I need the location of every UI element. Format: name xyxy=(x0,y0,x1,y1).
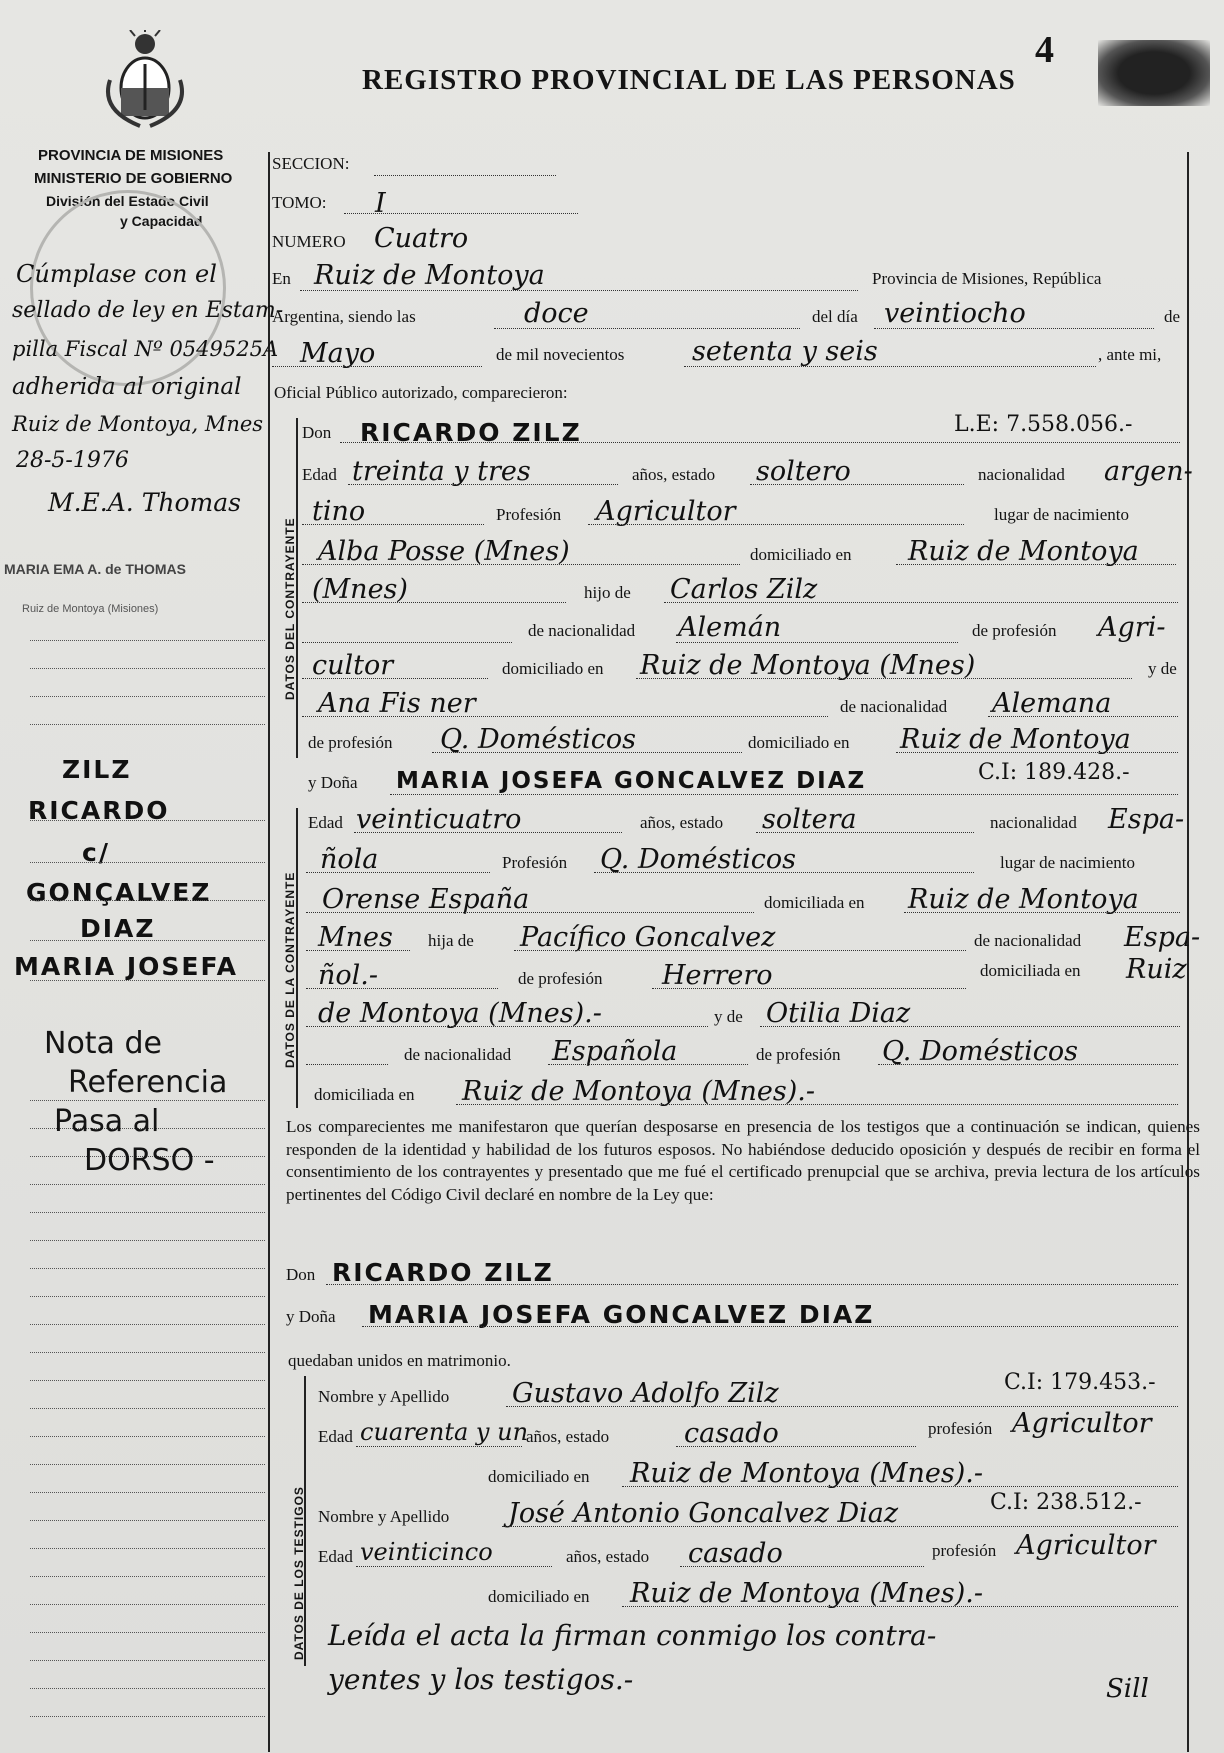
value-mes: Mayo xyxy=(300,338,376,369)
field-line xyxy=(652,988,966,989)
margin-note-line-5: Ruiz de Montoya, Mnes xyxy=(12,412,264,436)
field-line xyxy=(874,328,1154,329)
field-line xyxy=(306,912,754,913)
margin-rule xyxy=(30,1632,265,1633)
label-en: En xyxy=(272,269,291,288)
label-hija-de: hija de xyxy=(428,931,474,950)
label-nombre-apellido-2: Nombre y Apellido xyxy=(318,1507,450,1526)
margin-index-surname: ZILZ xyxy=(62,755,132,784)
margin-index-surname-3: DIAZ xyxy=(80,914,156,943)
bride-profession: Q. Domésticos xyxy=(600,844,797,875)
label-de-profesion-2: de profesión xyxy=(308,733,393,752)
groom-address-1: Ruiz de Montoya xyxy=(908,536,1139,567)
field-line xyxy=(896,752,1178,753)
margin-rule xyxy=(30,1548,265,1549)
field-line xyxy=(302,602,566,603)
header-line-4: y Capacidad xyxy=(120,213,203,229)
label-y-de: y de xyxy=(1148,659,1177,678)
label-profesion-3: profesión xyxy=(928,1419,993,1438)
label-de-nacionalidad-2: de nacionalidad xyxy=(840,697,948,716)
witness1-status: casado xyxy=(684,1418,779,1449)
field-line xyxy=(272,366,482,367)
groom-mother-profession: Q. Domésticos xyxy=(440,724,637,755)
witness2-status: casado xyxy=(688,1538,783,1569)
margin-rule xyxy=(30,1660,265,1661)
label-anios-estado-4: años, estado xyxy=(566,1547,650,1566)
value-anio: setenta y seis xyxy=(692,336,878,367)
label-domiciliado-en-4: domiciliado en xyxy=(488,1467,590,1486)
field-line xyxy=(306,1026,708,1027)
groom-nationality-2: tino xyxy=(312,496,366,527)
value-hora: doce xyxy=(524,298,589,329)
margin-rule xyxy=(30,1324,265,1325)
field-line xyxy=(306,950,410,951)
value-tomo: I xyxy=(375,188,386,219)
label-de-profesion-3: de profesión xyxy=(518,969,603,988)
declared-bride-name: MARIA JOSEFA GONCALVEZ DIAZ xyxy=(368,1300,875,1329)
bride-document: C.I: 189.428.- xyxy=(978,760,1130,785)
margin-rule xyxy=(30,1464,265,1465)
label-nacionalidad-2: nacionalidad xyxy=(990,813,1077,832)
label-domiciliada-en-3: domiciliada en xyxy=(314,1085,415,1104)
witness2-address: Ruiz de Montoya (Mnes).- xyxy=(630,1578,983,1609)
groom-mother-address: Ruiz de Montoya xyxy=(900,724,1131,755)
field-line xyxy=(306,1064,388,1065)
field-line xyxy=(760,1026,1180,1027)
margin-note-line-3: pilla Fiscal Nº 0549525A xyxy=(12,337,279,361)
bride-status: soltera xyxy=(762,804,857,835)
groom-father-address: Ruiz de Montoya (Mnes) xyxy=(640,650,976,681)
label-tomo: TOMO: xyxy=(272,193,327,212)
label-argentina-siendo: Argentina, siendo las xyxy=(272,307,416,326)
margin-note-line-1: Cúmplase con el xyxy=(16,260,217,288)
document-title: REGISTRO PROVINCIAL DE LAS PERSONAS xyxy=(362,64,1016,96)
margin-index-given: RICARDO xyxy=(28,796,170,825)
field-line xyxy=(750,484,964,485)
label-domiciliado-en-3: domiciliado en xyxy=(748,733,850,752)
label-lugar-nacimiento-2: lugar de nacimiento xyxy=(1000,853,1136,872)
field-line xyxy=(506,1406,1178,1407)
margin-stamp-name: MARIA EMA A. de THOMAS xyxy=(4,561,186,577)
header-line-1: PROVINCIA DE MISIONES xyxy=(38,147,224,164)
field-line xyxy=(348,484,618,485)
label-de-nacionalidad: de nacionalidad xyxy=(528,621,636,640)
label-datos-la-contrayente: DATOS DE LA CONTRAYENTE xyxy=(283,871,297,1068)
field-line xyxy=(904,912,1180,913)
bride-father-address-2: de Montoya (Mnes).- xyxy=(318,998,602,1029)
field-line xyxy=(502,1526,1178,1527)
groom-nationality-1: argen- xyxy=(1104,456,1193,487)
groom-age: treinta y tres xyxy=(352,456,531,487)
label-y-dona-2: y Doña xyxy=(286,1307,336,1326)
label-domiciliado-en-5: domiciliado en xyxy=(488,1587,590,1606)
field-line xyxy=(878,1064,1178,1065)
label-de-profesion-4: de profesión xyxy=(756,1045,841,1064)
label-domiciliada-en: domiciliada en xyxy=(764,893,865,912)
margin-rule xyxy=(30,1408,265,1409)
margin-rule xyxy=(30,696,265,697)
declaration-paragraph: Los comparecientes me manifestaron que querían desposarse en presencia de los testigos que a continuación se indican, quienes responden de la identidad y habilidad de los futuros esposos. No habiéndose deducido oposición y después de recibir en forma el consentimiento de los contrayentes y presentado que me fué el certificado prenupcial que se archiva, previa lectura de los artículos pertinentes del Código Civil declaré en nombre de la Ley que: xyxy=(286,1117,1200,1204)
margin-rule xyxy=(30,1604,265,1605)
field-line xyxy=(390,794,1178,795)
witness1-profession: Agricultor xyxy=(1012,1408,1152,1439)
field-line xyxy=(362,1326,1178,1327)
reference-note-line-3: Pasa al xyxy=(54,1104,160,1139)
label-edad-4: Edad xyxy=(318,1547,353,1566)
page-number: 4 xyxy=(1035,29,1054,71)
witness1-age: cuarenta y un xyxy=(360,1418,529,1446)
label-domiciliado-en: domiciliado en xyxy=(750,545,852,564)
margin-rule xyxy=(30,1688,265,1689)
label-domiciliada-en-2: domiciliada en xyxy=(980,961,1081,980)
label-don: Don xyxy=(302,423,332,442)
field-line xyxy=(548,1064,748,1065)
label-edad: Edad xyxy=(302,465,337,484)
field-line xyxy=(356,1446,522,1447)
bride-nationality-2: ñola xyxy=(320,844,379,875)
redaction-mark xyxy=(1098,40,1210,106)
witness1-document: C.I: 179.453.- xyxy=(1004,1370,1156,1395)
margin-rule xyxy=(30,1212,265,1213)
field-line xyxy=(680,1566,924,1567)
bride-address-2: Mnes xyxy=(318,922,393,953)
bride-nationality-1: Espa- xyxy=(1108,804,1185,835)
margin-rule xyxy=(30,640,265,641)
field-line xyxy=(456,1104,1178,1105)
label-de: de xyxy=(1164,307,1181,326)
label-ante-mi: , ante mi, xyxy=(1098,345,1162,364)
field-line xyxy=(326,1284,1178,1285)
label-datos-testigos: DATOS DE LOS TESTIGOS xyxy=(292,1486,306,1660)
margin-rule xyxy=(30,1492,265,1493)
field-line xyxy=(432,752,742,753)
groom-name: RICARDO ZILZ xyxy=(360,418,582,447)
bride-father: Pacífico Goncalvez xyxy=(520,922,776,953)
margin-rule xyxy=(30,1100,265,1101)
groom-status: soltero xyxy=(756,456,851,487)
column-divider xyxy=(268,152,270,1752)
bride-mother-nationality: Española xyxy=(552,1036,678,1067)
bride-mother-profession: Q. Domésticos xyxy=(882,1036,1079,1067)
witness1-address: Ruiz de Montoya (Mnes).- xyxy=(630,1458,983,1489)
label-profesion-4: profesión xyxy=(932,1541,997,1560)
groom-mother-nationality: Alemana xyxy=(992,688,1112,719)
label-de-profesion: de profesión xyxy=(972,621,1057,640)
margin-rule xyxy=(30,724,265,725)
header-line-3: División del Estado Civil xyxy=(46,193,209,209)
label-lugar-nacimiento: lugar de nacimiento xyxy=(994,505,1130,524)
value-dia: veintiocho xyxy=(884,298,1026,329)
margin-rule xyxy=(30,1268,265,1269)
field-line xyxy=(306,872,490,873)
groom-father-profession-1: Agri- xyxy=(1098,612,1166,643)
label-nacionalidad: nacionalidad xyxy=(978,465,1065,484)
field-line xyxy=(302,678,488,679)
field-line xyxy=(676,642,958,643)
witness2-document: C.I: 238.512.- xyxy=(990,1490,1142,1515)
label-edad-2: Edad xyxy=(308,813,343,832)
reference-note-line-4: DORSO - xyxy=(84,1143,215,1178)
groom-profession: Agricultor xyxy=(596,496,736,527)
margin-signature: M.E.A. Thomas xyxy=(48,488,241,517)
bride-mother-address: Ruiz de Montoya (Mnes).- xyxy=(462,1076,815,1107)
label-oficial: Oficial Público autorizado, comparecieron: xyxy=(274,383,568,402)
groom-document: L.E: 7.558.056.- xyxy=(954,412,1133,437)
margin-index-surname-2: GONÇALVEZ xyxy=(26,878,212,907)
groom-father: Carlos Zilz xyxy=(670,574,818,605)
margin-rule xyxy=(30,1352,265,1353)
witness2-profession: Agricultor xyxy=(1016,1530,1156,1561)
bride-father-nationality-1: Espa- xyxy=(1124,922,1201,953)
groom-father-nationality: Alemán xyxy=(678,612,782,643)
label-profesion-2: Profesión xyxy=(502,853,568,872)
margin-rule xyxy=(30,900,265,901)
margin-rule xyxy=(30,1296,265,1297)
label-profesion: Profesión xyxy=(496,505,562,524)
groom-birthplace: Alba Posse (Mnes) xyxy=(318,536,570,567)
field-line xyxy=(374,175,556,176)
field-line xyxy=(988,716,1178,717)
field-line xyxy=(636,678,1132,679)
label-y-dona: y Doña xyxy=(308,773,358,792)
closing-mark: Sill xyxy=(1106,1674,1149,1704)
label-y-de-2: y de xyxy=(714,1007,743,1026)
margin-rule xyxy=(30,1436,265,1437)
witness2-age: veinticinco xyxy=(360,1538,493,1566)
field-line xyxy=(676,1446,916,1447)
field-line xyxy=(302,564,740,565)
bride-father-address-1: Ruiz xyxy=(1126,954,1187,985)
label-domiciliado-en-2: domiciliado en xyxy=(502,659,604,678)
reference-note-line-1: Nota de xyxy=(44,1026,162,1061)
groom-father-profession-2: cultor xyxy=(312,650,394,681)
field-line xyxy=(302,642,512,643)
field-line xyxy=(664,602,1178,603)
margin-index-given-2: MARIA JOSEFA xyxy=(14,952,239,981)
field-line xyxy=(494,328,800,329)
label-de-nacionalidad-4: de nacionalidad xyxy=(404,1045,512,1064)
margin-index-connector: c/ xyxy=(82,838,110,867)
field-line xyxy=(594,872,974,873)
bride-age: veinticuatro xyxy=(356,804,522,835)
margin-rule xyxy=(30,1184,265,1185)
bride-father-profession: Herrero xyxy=(662,960,773,991)
label-datos-contrayente: DATOS DEL CONTRAYENTE xyxy=(283,517,297,700)
margin-note-line-6: 28-5-1976 xyxy=(16,448,129,473)
label-anios-estado: años, estado xyxy=(632,465,716,484)
margin-rule xyxy=(30,1380,265,1381)
bride-address-1: Ruiz de Montoya xyxy=(908,884,1139,915)
margin-rule xyxy=(30,668,265,669)
label-anios-estado-3: años, estado xyxy=(526,1427,610,1446)
value-en: Ruiz de Montoya xyxy=(314,260,545,291)
field-line xyxy=(356,1566,552,1567)
value-numero: Cuatro xyxy=(374,223,469,254)
witness1-name: Gustavo Adolfo Zilz xyxy=(512,1378,779,1409)
label-seccion: SECCION: xyxy=(272,154,350,173)
label-anios-estado-2: años, estado xyxy=(640,813,724,832)
margin-rule xyxy=(30,1240,265,1241)
field-line xyxy=(756,832,974,833)
field-line xyxy=(622,1486,1178,1487)
field-line xyxy=(302,716,828,717)
field-line xyxy=(622,1606,1178,1607)
margin-rule xyxy=(30,1520,265,1521)
margin-rule xyxy=(30,1576,265,1577)
field-line xyxy=(302,524,484,525)
reference-note-line-2: Referencia xyxy=(68,1065,228,1100)
field-line xyxy=(300,290,858,291)
declared-groom-name: RICARDO ZILZ xyxy=(332,1258,554,1287)
label-provincia: Provincia de Misiones, República xyxy=(872,269,1102,288)
label-del-dia: del día xyxy=(812,307,858,326)
bride-mother: Otilia Diaz xyxy=(766,998,911,1029)
bride-birthplace: Orense España xyxy=(322,884,530,915)
header-line-2: MINISTERIO DE GOBIERNO xyxy=(34,170,233,187)
margin-rule xyxy=(30,862,265,863)
margin-rule xyxy=(30,980,265,981)
groom-address-2: (Mnes) xyxy=(312,574,408,605)
field-line xyxy=(340,442,1180,443)
bride-name: MARIA JOSEFA GONCALVEZ DIAZ xyxy=(396,768,867,794)
closing-line-2: yentes y los testigos.- xyxy=(328,1663,634,1696)
label-hijo-de: hijo de xyxy=(584,583,631,602)
margin-rule xyxy=(30,940,265,941)
margin-note-line-2: sellado de ley en Estam- xyxy=(12,298,284,323)
field-line xyxy=(306,988,498,989)
field-line xyxy=(684,366,1096,367)
witness2-name: José Antonio Goncalvez Diaz xyxy=(508,1498,899,1529)
closing-line-1: Leída el acta la firman conmigo los contra- xyxy=(328,1619,937,1652)
label-de-mil: de mil novecientos xyxy=(496,345,625,364)
label-edad-3: Edad xyxy=(318,1427,353,1446)
label-numero: NUMERO xyxy=(272,232,346,251)
label-quedaban: quedaban unidos en matrimonio. xyxy=(288,1351,511,1370)
label-de-nacionalidad-3: de nacionalidad xyxy=(974,931,1082,950)
bride-father-nationality-2: ñol.- xyxy=(318,960,378,991)
field-line xyxy=(588,524,964,525)
coat-of-arms-icon xyxy=(100,30,190,130)
field-line xyxy=(896,564,1176,565)
margin-rule xyxy=(30,1716,265,1717)
field-line xyxy=(354,832,622,833)
label-don-2: Don xyxy=(286,1265,316,1284)
label-nombre-apellido: Nombre y Apellido xyxy=(318,1387,450,1406)
margin-rule xyxy=(30,820,265,821)
margin-stamp-place: Ruiz de Montoya (Misiones) xyxy=(22,603,159,615)
groom-mother: Ana Fis ner xyxy=(318,688,476,719)
margin-note-line-4: adherida al original xyxy=(12,374,242,400)
field-line xyxy=(514,950,966,951)
